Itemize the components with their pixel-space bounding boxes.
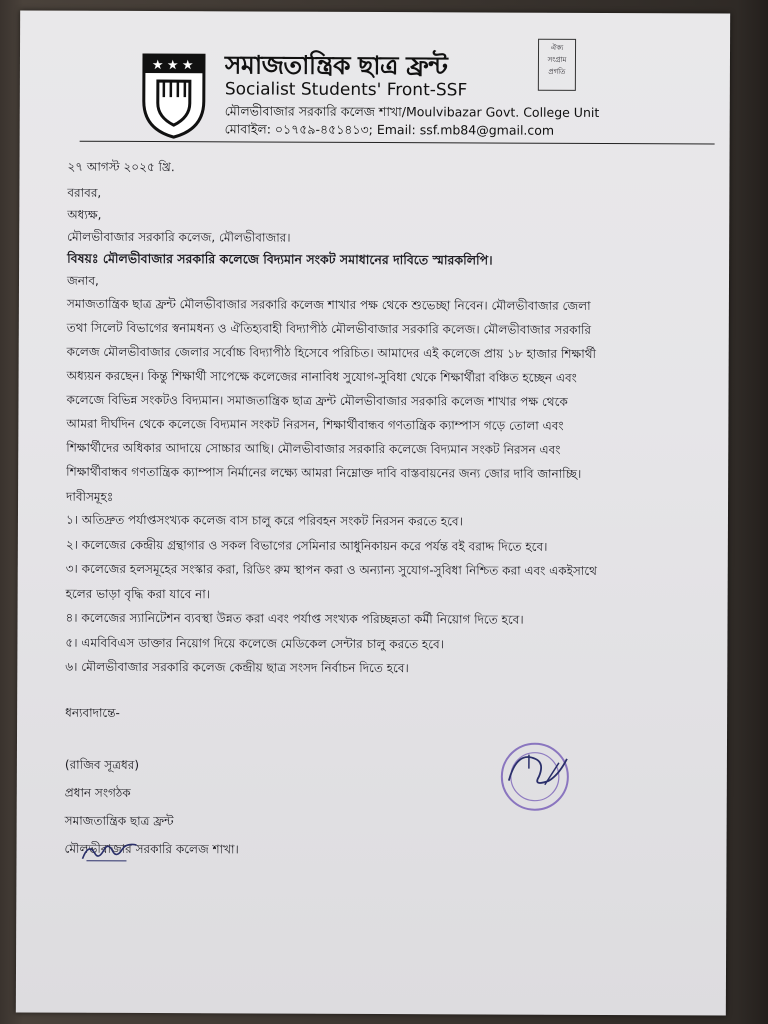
demand-item: ৩। কলেজের হলসমূহের সংস্কার করা, রিডিং রুম স্থাপন করা ও অন্যান্য সুযোগ-সুবিধা নিশ্চিত করা এবং একইসাথে [65,561,597,578]
demand-item: ৫। এমবিবিএস ডাক্তার নিয়োগ দিয়ে কলেজে মেডিকেল সেন্টার চালু করতে হবে। [65,635,445,651]
recipient-line: অধ্যক্ষ, [67,207,102,222]
org-name-bengali: সমাজতান্ত্রিক ছাত্র ফ্রন্ট [224,50,448,81]
salutation: জনাব, [66,273,99,288]
svg-text:★: ★ [151,58,164,74]
svg-text:★: ★ [166,58,179,74]
letter-date: ২৭ আগস্ট ২০২৫ খ্রি. [67,159,175,175]
svg-text:★: ★ [181,58,194,74]
body-line: কলেজ মৌলভীবাজার জেলার সর্বোচ্চ বিদ্যাপীঠ হিসেবে পরিচিত। আমাদের এই কলেজে প্রায় ১৮ হাজার শিক্ষার্থী [66,344,596,361]
demands-heading: দাবীসমূহঃ [66,489,114,504]
body-line: শিক্ষার্থীবান্ধব গণতান্ত্রিক ক্যাম্পাস নির্মানের লক্ষ্যে আমরা নিম্নোক্ত দাবি বাস্তবায়নের জন্য জোর দাবি জানাচ্ছি। [66,464,582,481]
signatory-name: (রাজিব সূত্রধর) [64,757,140,772]
body-line: শিক্ষার্থীদের অধিকার আদায়ে সোচ্চার আছি। মৌলভীবাজার সরকারি কলেজে বিদ্যমান সংকট নিরসন এবং [66,440,561,457]
letter-subject: বিষয়ঃ মৌলভীবাজার সরকারি কলেজে বিদ্যমান সংকট সমাধানের দাবিতে স্মারকলিপি। [67,250,493,268]
body-paragraph [66,292,667,487]
letter-body [64,156,667,862]
body-line: তথা সিলেট বিভাগের স্বনামধন্য ও ঐতিহ্যবাহী বিদ্যাপীঠ মৌলভীবাজার সরকারি কলেজ। মৌলভীবাজার সরকারি [66,320,592,337]
recipient-line: বরাবর, [67,185,102,200]
slogan-box [538,39,576,91]
signatory-organization: সমাজতান্ত্রিক ছাত্র ফ্রন্ট [64,813,174,828]
unit-line: মৌলভীবাজার সরকারি কলেজ শাখা/Moulvibazar Govt. College Unit [224,103,600,120]
received-seal-stamp [499,741,571,813]
signatory-branch: মৌলভীবাজার সরকারি কলেজ শাখা। [64,841,239,856]
closing: ধন্যবাদান্তে- [65,705,120,720]
slogan-line: সংগ্রাম [547,55,567,64]
body-line: সমাজতান্ত্রিক ছাত্র ফ্রন্ট মৌলভীবাজার সরকারি কলেজ শাখার পক্ষ থেকে শুভেচ্ছা নিবেন। মৌলভীবাজার জেলা [66,296,591,313]
demand-item: ৬। মৌলভীবাজার সরকারি কলেজ কেন্দ্রীয় ছাত্র সংসদ নির্বাচন দিতে হবে। [65,659,409,676]
signature [80,841,140,865]
demands-list [65,508,666,682]
demand-item: ৪। কলেজের স্যানিটেশন ব্যবস্থা উন্নত করা এবং পর্যাপ্ত সংখ্যক পরিচ্ছন্নতা কর্মী নিয়োগ দিতে হবে। [65,610,524,627]
demand-item: ১। অতিদ্রুত পর্যাপ্তসংখ্যক কলেজ বাস চালু করে পরিবহন সংকট নিরসন করতে হবে। [65,512,463,529]
signatory-designation: প্রধান সংগঠক [64,785,131,800]
body-line: আমরা দীর্ঘদিন থেকে কলেজে বিদ্যমান সংকট নিরসন, শিক্ষার্থীবান্ধব গণতান্ত্রিক ক্যাম্পাস গড়ে তোলা এবং [66,416,564,433]
org-name-english: Socialist Students' Front-SSF [224,79,468,101]
slogan-line: ঐক্য [550,43,564,52]
contact-line: মোবাইল: ০১৭৫৯-৪৫১৪১৩; Email: ssf.mb84@gmail.com [224,121,555,138]
slogan-line: প্রগতি [548,67,566,76]
body-line: অধ্যয়ন করছেন। কিন্তু শিক্ষার্থী সাপেক্ষে কলেজের নানাবিধ সুযোগ-সুবিধা থেকে শিক্ষার্থীরা বঞ্চিত হচ্ছেন এবং [66,368,577,385]
body-line: কলেজে বিভিন্ন সংকটও বিদ্যমান। সমাজতান্ত্রিক ছাত্র ফ্রন্ট মৌলভীবাজার সরকারি কলেজ শাখার পক্ষ থেকে [66,392,568,409]
letter-page [16,10,730,1015]
demand-item: ২। কলেজের কেন্দ্রীয় গ্রন্থাগার ও সকল বিভাগের সেমিনার আধুনিকায়ন করে পর্যন্ত বই বরাদ্দ দিতে হবে। [65,537,548,554]
header-divider [80,141,715,145]
ssf-fist-logo [140,51,208,139]
demand-item: হলের ভাড়া বৃদ্ধি করা যাবে না। [65,586,211,601]
recipient-line: মৌলভীবাজার সরকারি কলেজ, মৌলভীবাজার। [67,229,291,245]
